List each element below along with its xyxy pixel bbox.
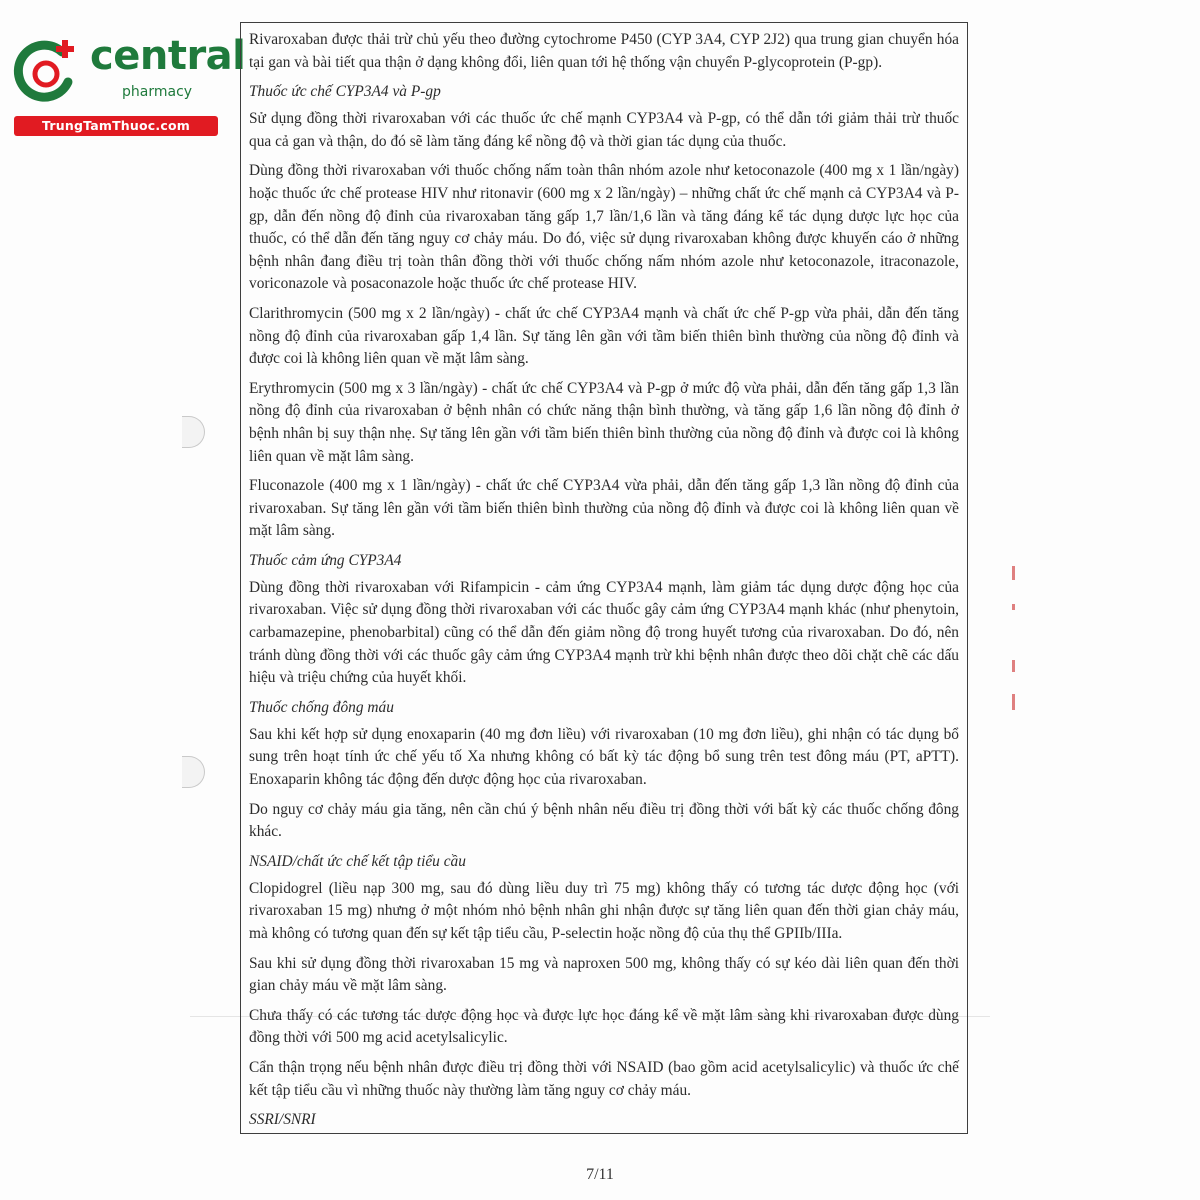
paragraph: Do nguy cơ chảy máu gia tăng, nên cần chú ý bệnh nhân nếu điều trị đồng thời với bất kỳ các thuốc chống đông khác. [249, 800, 959, 841]
paragraph: Dùng đồng thời rivaroxaban với thuốc chống nấm toàn thân nhóm azole như ketoconazole (400 mg x 1 lần/ngày) hoặc thuốc ức chế protease HIV như ritonavir (600 mg x 2 lần/ngày) – những chất ức chế mạnh cả CYP3A4 và P-gp, dẫn đến nồng độ đỉnh của rivaroxaban tăng gấp 1,7 lần/1,6 lần và tăng đáng kể tác dụng dược lực học của thuốc, có thể dẫn đến tăng nguy cơ chảy máu. Do đó, việc sử dụng rivaroxaban không được khuyến cáo ở những bệnh nhân đang điều trị toàn thân đồng thời với thuốc chống nấm nhóm azole như ketoconazole, itraconazole, voriconazole và posaconazole hoặc thuốc ức chế protease HIV. [249, 162, 959, 293]
edge-mark [1012, 566, 1015, 580]
edge-mark [1012, 660, 1015, 672]
paragraph: Sau khi sử dụng đồng thời rivaroxaban 15 mg và naproxen 500 mg, không thấy có sự kéo dài liên quan đến thời gian chảy máu về mặt lâm sàng. [249, 954, 959, 995]
section-heading: Thuốc cảm ứng CYP3A4 [249, 551, 402, 569]
paragraph: Sử dụng đồng thời rivaroxaban với các thuốc ức chế mạnh CYP3A4 và P-gp, có thể dẫn tới giảm thải trừ thuốc qua cả gan và thận, do đó sẽ làm tăng đáng kể nồng độ và thời gian tác dụng của thuốc. [249, 110, 959, 150]
brand-name: central [90, 33, 246, 79]
central-pharmacy-logo-icon [12, 38, 80, 106]
page-number: 7/11 [586, 1166, 614, 1183]
paragraph: Clopidogrel (liều nạp 300 mg, sau đó dùng liều duy trì 75 mg) không thấy có tương tác dược động học (với rivaroxaban 15 mg) nhưng ở một nhóm nhỏ bệnh nhân ghi nhận được sự tăng liên quan đến thời gian chảy máu, mà không có tương quan đến sự kết tập tiểu cầu, P-selectin hoặc nồng độ của thụ thể GPIIb/IIIa. [249, 879, 959, 942]
section-heading: Thuốc ức chế CYP3A4 và P-gp [249, 83, 441, 101]
brand-site: TrungTamThuoc.com [14, 116, 218, 136]
edge-mark [1012, 694, 1015, 710]
paragraph: Clarithromycin (500 mg x 2 lần/ngày) - chất ức chế CYP3A4 mạnh và chất ức chế P-gp vừa phải, dẫn đến tăng nồng độ đỉnh của rivaroxaban gấp 1,4 lần. Sự tăng lên gần với tầm biến thiên bình thường của nồng độ đỉnh và được coi là không liên quan về mặt lâm sàng. [249, 304, 959, 368]
punch-hole [182, 756, 205, 788]
punch-hole [182, 416, 205, 448]
edge-mark [1012, 604, 1015, 610]
document-frame [240, 22, 968, 1134]
paragraph: Fluconazole (400 mg x 1 lần/ngày) - chất ức chế CYP3A4 vừa phải, dẫn đến tăng gấp 1,3 lần nồng độ đỉnh của rivaroxaban. Sự tăng lên gần với tầm biến thiên bình thường của nồng độ đỉnh và được coi là không liên quan về mặt lâm sàng. [249, 477, 959, 540]
paragraph: Chưa thấy có các tương tác dược động học và được lực học đáng kể về mặt lâm sàng khi rivaroxaban được dùng đồng thời với 500 mg acid acetylsalicylic. [249, 1006, 959, 1047]
paragraph: Dùng đồng thời rivaroxaban với Rifampicin - cảm ứng CYP3A4 mạnh, làm giảm tác dụng dược động học của rivaroxaban. Việc sử dụng đồng thời rivaroxaban với các thuốc gây cảm ứng CYP3A4 mạnh khác (như phenytoin, carbamazepine, phenobarbital) cũng có thể dẫn đến giảm nồng độ trong huyết tương của rivaroxaban. Do đó, nên tránh dùng đồng thời với các thuốc gây cảm ứng CYP3A4 mạnh trừ khi bệnh nhân được theo dõi chặt chẽ các dấu hiệu và triệu chứng của huyết khối. [249, 578, 959, 687]
section-heading: Thuốc chống đông máu [249, 698, 394, 716]
section-heading: SSRI/SNRI [249, 1111, 316, 1129]
paragraph: Sau khi kết hợp sử dụng enoxaparin (40 mg đơn liều) với rivaroxaban (10 mg đơn liều), ghi nhận có tác dụng bổ sung trên hoạt tính ức chế yếu tố Xa nhưng không có bất kỳ tác động bổ sung trên test đông máu (PT, aPTT). Enoxaparin không tác động đến dược động học của rivaroxaban. [249, 725, 959, 789]
brand-subtitle: pharmacy [122, 84, 193, 100]
paragraph: Cẩn thận trọng nếu bệnh nhân được điều trị đồng thời với NSAID (bao gồm acid acetylsalicylic) và thuốc ức chế kết tập tiểu cầu vì những thuốc này thường làm tăng nguy cơ chảy máu. [249, 1058, 959, 1099]
paragraph: Rivaroxaban được thải trừ chủ yếu theo đường cytochrome P450 (CYP 3A4, CYP 2J2) qua trung gian chuyển hóa tại gan và bài tiết qua thận ở dạng không đổi, liên quan tới hệ thống vận chuyển P-glycoprotein (P-gp). [249, 31, 959, 71]
brand-logo [8, 33, 246, 139]
paragraph: Erythromycin (500 mg x 3 lần/ngày) - chất ức chế CYP3A4 và P-gp ở mức độ vừa phải, dẫn đến tăng gấp 1,3 lần nồng độ đỉnh của rivaroxaban ở bệnh nhân có chức năng thận bình thường, và tăng gấp 1,6 lần nồng độ đỉnh ở bệnh nhân bị suy thận nhẹ. Sự tăng lên gần với tầm biến thiên bình thường của nồng độ đỉnh và được coi là không liên quan về mặt lâm sàng. [249, 379, 959, 465]
section-heading: NSAID/chất ức chế kết tập tiểu cầu [249, 852, 466, 870]
